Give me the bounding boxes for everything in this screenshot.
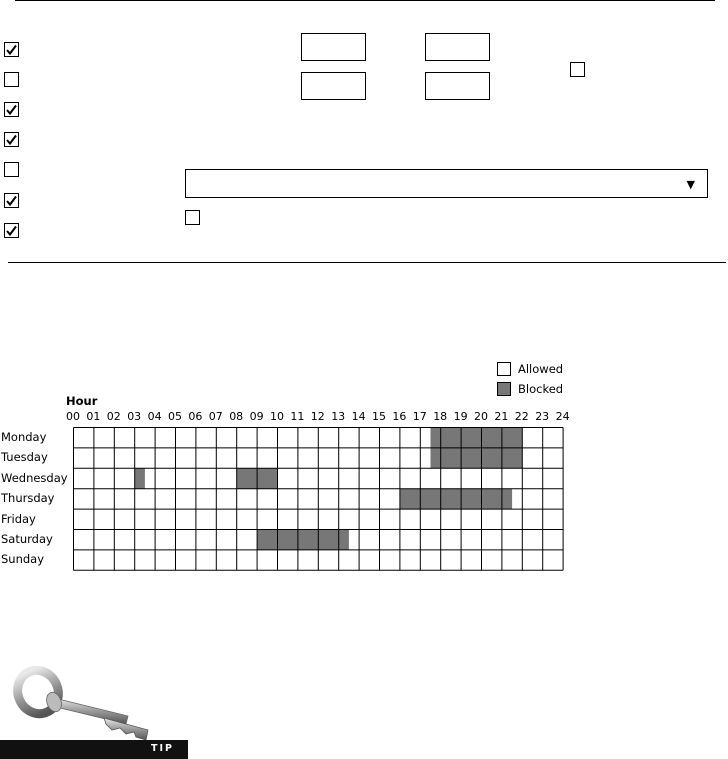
checkmark-icon (5, 103, 18, 116)
hour-label: 00 (66, 410, 80, 423)
hour-label: 12 (310, 410, 325, 423)
legend-allowed-label: Allowed (518, 362, 564, 376)
time-field-start-2[interactable] (301, 72, 366, 100)
hour-label: 08 (229, 410, 244, 423)
option-checkbox-5[interactable] (4, 162, 19, 177)
option-checkbox-6[interactable] (4, 193, 19, 208)
key-icon (8, 662, 178, 742)
hour-label: 21 (494, 410, 509, 423)
hour-label: 04 (147, 410, 162, 423)
hour-axis-title: Hour (66, 394, 98, 408)
hour-label: 05 (168, 410, 182, 423)
hour-label: 02 (106, 410, 121, 423)
legend-blocked-swatch (497, 382, 511, 396)
hour-label: 03 (127, 410, 142, 423)
hour-label: 20 (474, 410, 488, 423)
hour-label: 06 (188, 410, 203, 423)
schedule-dropdown[interactable] (185, 169, 708, 198)
time-field-start-1[interactable] (301, 33, 366, 61)
blocked-block[interactable] (400, 489, 512, 509)
time-field-end-2[interactable] (425, 72, 490, 100)
legend-blocked-label: Blocked (518, 382, 564, 396)
hour-label: 01 (86, 410, 101, 423)
blocked-block[interactable] (431, 428, 523, 448)
checkmark-icon (5, 224, 18, 237)
tip-banner (0, 740, 188, 759)
option-checkbox-1[interactable] (4, 42, 19, 57)
option-checkbox-2[interactable] (4, 72, 19, 87)
checkmark-icon (5, 43, 18, 56)
hour-label: 22 (514, 410, 529, 423)
section-rule (8, 262, 726, 263)
hour-label: 18 (433, 410, 448, 423)
option-checkbox-4[interactable] (4, 132, 19, 147)
tip-label: TIP (151, 743, 174, 754)
chevron-down-icon[interactable]: ▼ (686, 178, 695, 191)
legend-allowed-swatch (497, 362, 511, 376)
day-label: Friday (1, 511, 36, 526)
hour-label: 14 (351, 410, 366, 423)
day-label: Sunday (1, 552, 45, 567)
top-rule (15, 0, 715, 1)
day-label: Thursday (1, 491, 55, 506)
hour-label: 07 (208, 410, 223, 423)
blocked-block[interactable] (135, 468, 145, 488)
hour-label: 09 (249, 410, 264, 423)
option-checkbox-3[interactable] (4, 102, 19, 117)
hour-label: 16 (392, 410, 407, 423)
day-label: Monday (1, 430, 47, 444)
hour-label: 19 (453, 410, 468, 423)
hour-label: 13 (331, 410, 346, 423)
dropdown-option-checkbox[interactable] (185, 210, 200, 225)
hour-label: 23 (535, 410, 550, 423)
right-option-checkbox[interactable] (570, 62, 585, 77)
weekly-schedule-grid[interactable] (73, 427, 564, 571)
blocked-block[interactable] (431, 448, 523, 468)
checkmark-icon (5, 133, 18, 146)
time-field-end-1[interactable] (425, 33, 490, 61)
hour-label: 24 (555, 410, 570, 423)
blocked-block[interactable] (257, 530, 349, 550)
checkmark-icon (5, 194, 18, 207)
day-label: Saturday (1, 532, 53, 546)
day-label: Tuesday (1, 450, 48, 465)
hour-label: 10 (270, 410, 284, 423)
hour-label: 15 (372, 410, 386, 423)
day-label: Wednesday (1, 470, 68, 485)
hour-label: 11 (290, 410, 305, 423)
hour-label: 17 (412, 410, 427, 423)
option-checkbox-7[interactable] (4, 223, 19, 238)
